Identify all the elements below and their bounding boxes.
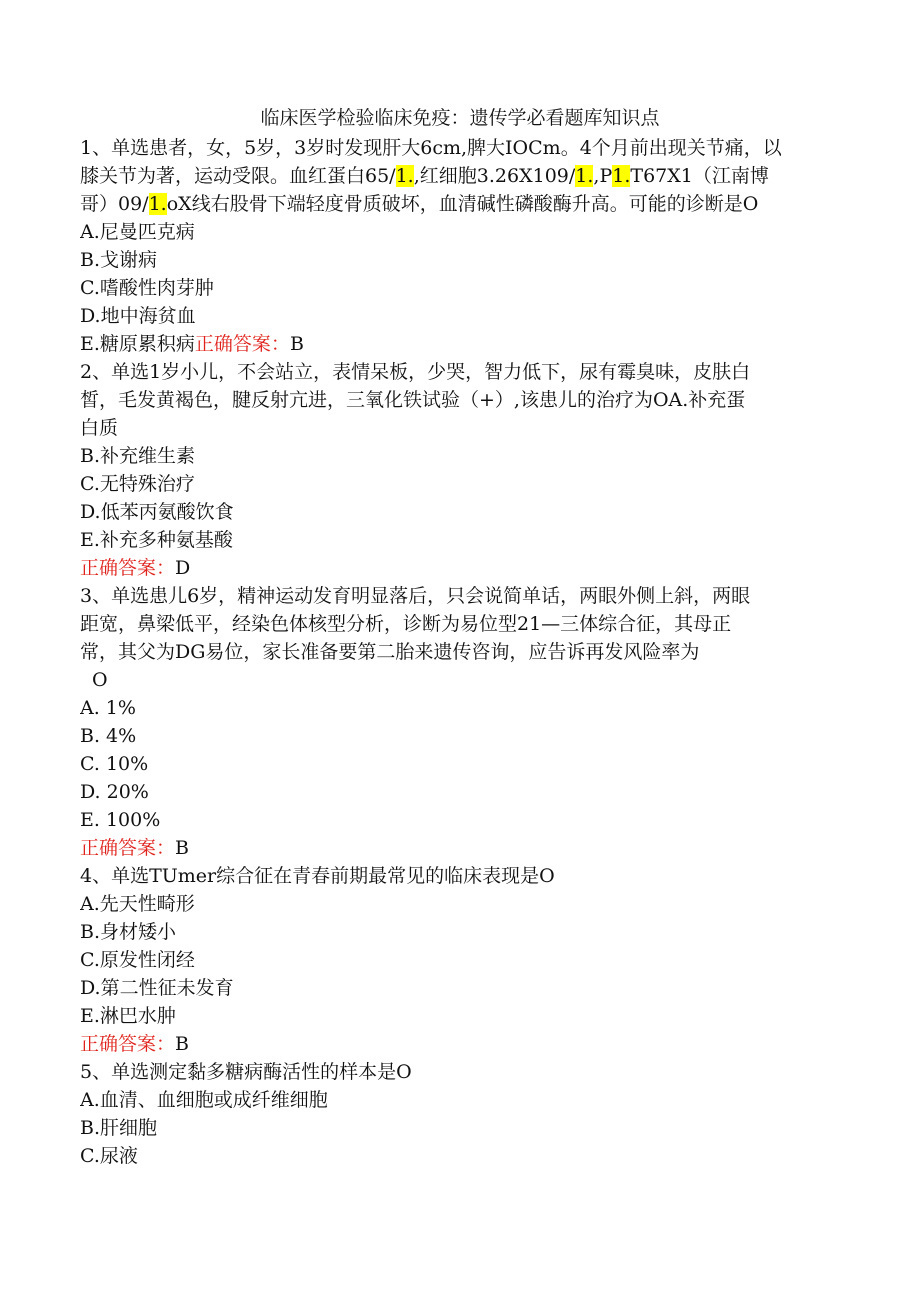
q3-option-a: A. 1% xyxy=(80,697,136,719)
q2-option-b: B.补充维生素 xyxy=(80,445,196,467)
q3-text-line-1: 3、单选患儿6岁，精神运动发育明显落后，只会说简单话，两眼外侧上斜，两眼 xyxy=(80,585,751,607)
q2-text-line-1: 2、单选1岁小儿，不会站立，表情呆板，少哭，智力低下，尿有霉臭味，皮肤白 xyxy=(80,361,751,383)
q2-answer-value: D xyxy=(175,557,191,579)
q1-option-a: A.尼曼匹克病 xyxy=(80,221,195,243)
q1-text-segment: ,红细胞3.26X109/ xyxy=(413,165,576,187)
document-title: 临床医学检验临床免疫：遗传学必看题库知识点 xyxy=(260,107,660,129)
highlight-mark: 1. xyxy=(575,165,594,187)
q3-text-line-2: 距宽，鼻梁低平，经染色体核型分析，诊断为易位型21—三体综合征，其母正 xyxy=(80,613,732,635)
q3-option-e: E. 100% xyxy=(80,809,161,831)
q1-answer-value: B xyxy=(289,333,304,355)
q2-answer-label: 正确答案： xyxy=(80,557,176,579)
q4-option-b: B.身材矮小 xyxy=(80,921,177,943)
q1-option-e-with-answer xyxy=(80,330,840,358)
q2-answer xyxy=(80,554,840,582)
q4-answer-label: 正确答案： xyxy=(80,1033,176,1055)
q1-text-segment: 哥）09/ xyxy=(80,193,149,215)
q4-option-a: A.先天性畸形 xyxy=(80,893,195,915)
q1-text-segment: ,P xyxy=(593,165,613,187)
q1-option-b: B.戈谢病 xyxy=(80,249,158,271)
q4-option-c: C.原发性闭经 xyxy=(80,949,195,971)
q5-option-b: B.肝细胞 xyxy=(80,1117,158,1139)
q3-text-line-4: O xyxy=(92,669,108,691)
q4-answer-value: B xyxy=(175,1033,189,1055)
q5-option-c: C.尿液 xyxy=(80,1145,138,1167)
q3-option-c: C. 10% xyxy=(80,753,149,775)
q1-text-segment: T67X1（江南博 xyxy=(630,165,769,187)
q4-option-e: E.淋巴水肿 xyxy=(80,1005,176,1027)
q2-text-line-3: 白质 xyxy=(80,417,119,439)
q1-text-segment: oX线右股骨下端轻度骨质破坏，血清碱性磷酸酶升高。可能的诊断是O xyxy=(166,193,759,215)
q4-answer xyxy=(80,1030,840,1058)
q2-option-d: D.低苯丙氨酸饮食 xyxy=(80,501,234,523)
q4-text-line-1: 4、单选TUmer综合征在青春前期最常见的临床表现是O xyxy=(80,865,555,887)
q2-text-line-2: 皙，毛发黄褐色，腱反射亢进，三氧化铁试验（+）,该患儿的治疗为OA.补充蛋 xyxy=(80,389,746,411)
q1-option-e: E.糖原累积病 xyxy=(80,333,195,355)
highlight-mark: 1. xyxy=(612,165,631,187)
q2-option-c: C.无特殊治疗 xyxy=(80,473,195,495)
q1-text-line-2 xyxy=(80,162,840,190)
q1-text-segment: 膝关节为著，运动受限。血红蛋白65/ xyxy=(80,165,396,187)
q1-option-c: C.嗜酸性肉芽肿 xyxy=(80,277,214,299)
q1-text-line-1: 1、单选患者，女，5岁，3岁时发现肝大6cm,脾大IOCm。4个月前出现关节痛，以 xyxy=(80,137,782,159)
q1-option-d: D.地中海贫血 xyxy=(80,305,196,327)
q5-option-a: A.血清、血细胞或成纤维细胞 xyxy=(80,1089,328,1111)
q3-option-b: B. 4% xyxy=(80,725,137,747)
q5-text-line-1: 5、单选测定黏多糖病酶活性的样本是O xyxy=(80,1061,412,1083)
highlight-mark: 1. xyxy=(395,165,414,187)
question-list xyxy=(80,134,840,1170)
q3-answer xyxy=(80,834,840,862)
q4-option-d: D.第二性征未发育 xyxy=(80,977,234,999)
q3-text-line-3: 常，其父为DG易位，家长准备要第二胎来遗传咨询，应告诉再发风险率为 xyxy=(80,641,700,663)
q3-answer-label: 正确答案： xyxy=(80,837,176,859)
q1-answer-label: 正确答案： xyxy=(194,333,290,355)
q2-option-e: E.补充多种氨基酸 xyxy=(80,529,233,551)
q3-answer-value: B xyxy=(175,837,189,859)
q3-option-d: D. 20% xyxy=(80,781,149,803)
highlight-mark: 1. xyxy=(148,193,167,215)
q1-text-line-3 xyxy=(80,190,840,218)
